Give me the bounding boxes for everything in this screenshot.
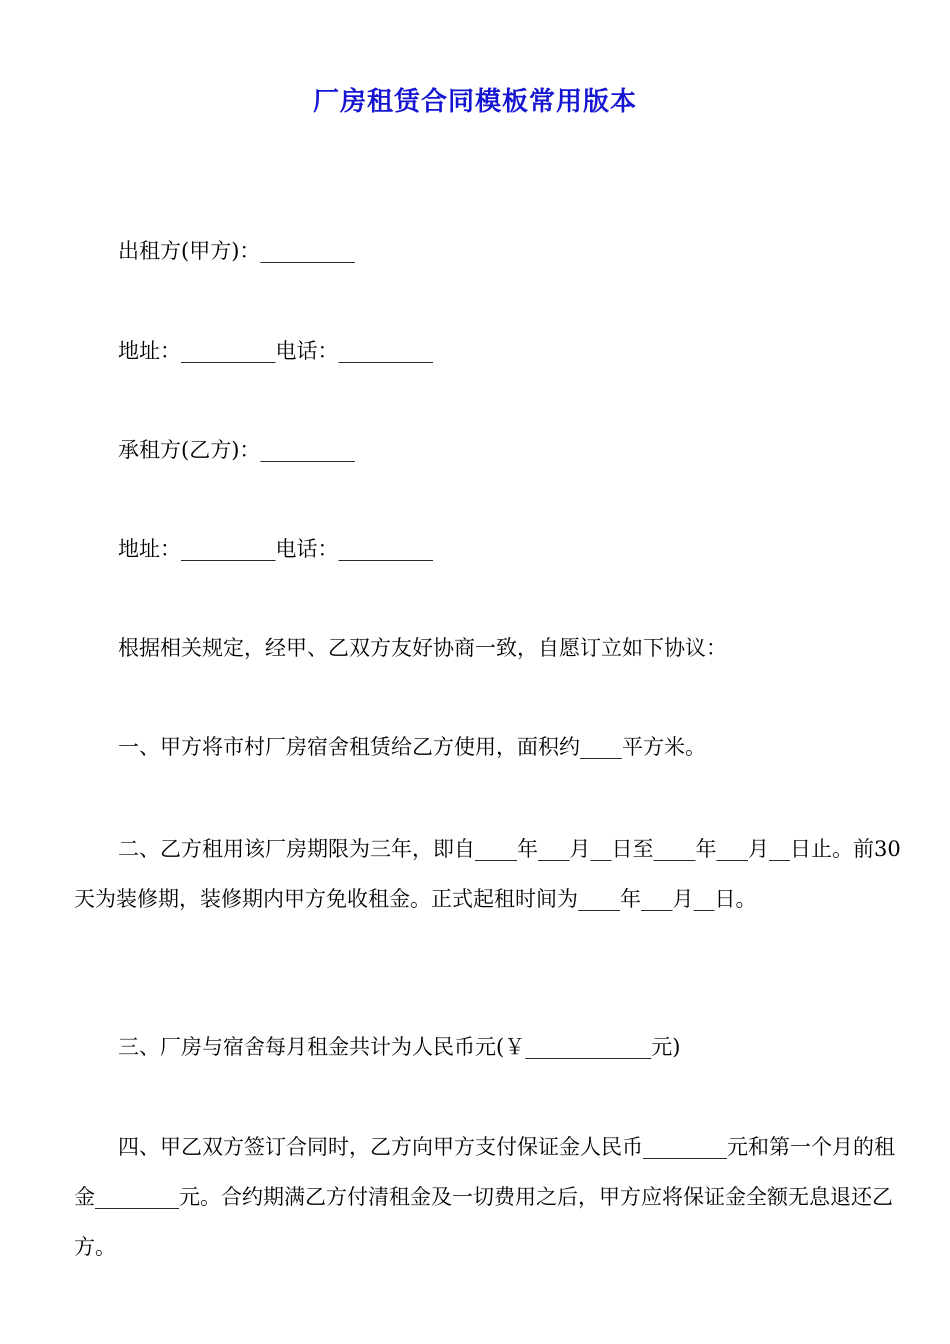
lessor-address-line: 地址：_________电话：_________ [118, 339, 433, 363]
lessor-line: 出租方(甲方)：_________ [118, 239, 355, 263]
preamble-paragraph: 根据相关规定，经甲、乙双方友好协商一致，自愿订立如下协议： [118, 636, 727, 660]
clause-2-paragraph: 二、乙方租用该厂房期限为三年，即自____年___月__日至____年___月__日止。前30天为装修期，装修期内甲方免收租金。正式起租时间为____年___月__日。 [74, 837, 901, 911]
clause-3-paragraph: 三、厂房与宿舍每月租金共计为人民币元(￥____________元) [118, 1035, 681, 1059]
lessee-line: 承租方(乙方)：_________ [118, 438, 355, 462]
clause-1-paragraph: 一、甲方将市村厂房宿舍租赁给乙方使用，面积约____平方米。 [118, 735, 706, 759]
clause-4-paragraph: 四、甲乙双方签订合同时，乙方向甲方支付保证金人民币________元和第一个月的租金________元。合约期满乙方付清租金及一切费用之后，甲方应将保证金全额无息退还乙方。 [74, 1135, 895, 1259]
lessee-address-line: 地址：_________电话：_________ [118, 537, 433, 561]
document-title: 厂房租赁合同模板常用版本 [312, 87, 637, 117]
